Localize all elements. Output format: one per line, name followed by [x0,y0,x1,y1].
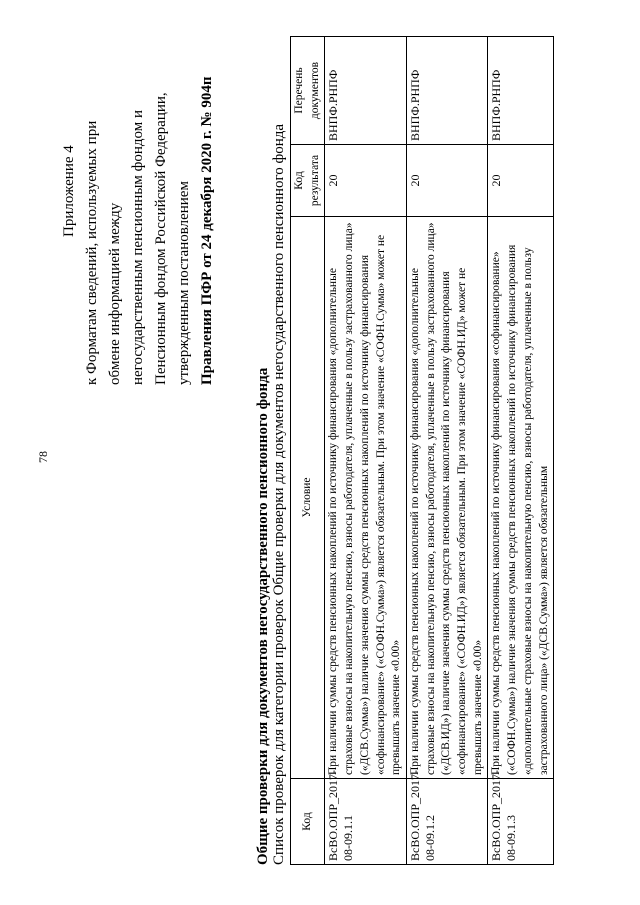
cell-condition: При наличии суммы средств пенсионных накоплений по источнику финансирования «дополнительные страховые взносы на накопительную пенсию, взносы работодателя, уплаченные в пользу застрахованного лица» («ДСВ.Сумма») наличие значения суммы средств пенсионных накоплений по источнику финансирования «софинансирование» («СОФН.Сумма») является обязательным. При этом значение «СОФН.Сумма» может не превышать значение «0.00» [325,217,407,779]
checks-table [290,36,554,865]
cell-result-code: 20 [406,145,488,217]
table-row [406,37,488,865]
appendix-block [58,5,219,385]
header-result-code: Код результата [291,145,325,217]
cell-result-code: 20 [325,145,407,217]
appendix-line: Приложение 4 [61,145,77,237]
cell-documents: ВНПФ.РНПФ [406,37,488,145]
cell-result-code: 20 [488,145,554,217]
section-subheading: Список проверок для категории проверок Общие проверки для документов негосударственного пенсионного фонда [271,123,287,865]
appendix-line: Пенсионным фондом Российской Федерации, [153,92,169,385]
header-code: Код [291,779,325,865]
appendix-line: негосударственным пенсионным фондом и [130,109,146,385]
table-row [488,37,554,865]
cell-code: ВсВО.ОПР_2017-08-09.1.1 [325,779,407,865]
header-documents: Перечень документов [291,37,325,145]
cell-code: ВсВО.ОПР_2017-08-09.1.3 [488,779,554,865]
cell-documents: ВНПФ.РНПФ [325,37,407,145]
table-row [325,37,407,865]
appendix-line: утвержденным постановлением [176,181,192,385]
cell-condition: При наличии суммы средств пенсионных накоплений по источнику финансирования «софинансирование» («СОФН.Сумма») наличие значения суммы средств пенсионных накоплений по источнику финансирования «дополнительные страховые взносы на накопительную пенсию, взносы работодателя, уплаченные в пользу застрахованного лица» («ДСВ.Сумма») является обязательным [488,217,554,779]
appendix-line: Правления ПФР от 24 декабря 2020 г. № 904п [199,76,215,385]
cell-documents: ВНПФ.РНПФ [488,37,554,145]
cell-code: ВсВО.ОПР_2017-08-09.1.2 [406,779,488,865]
header-condition: Условие [291,217,325,779]
table-header-row [291,37,325,865]
cell-condition: При наличии суммы средств пенсионных накоплений по источнику финансирования «дополнительные страховые взносы на накопительную пенсию, взносы работодателя, уплаченные в пользу застрахованного лица» («ДСВ.ИД») наличие значения суммы средств пенсионных накоплений по источнику финансирования «софинансирование» («СОФН.ИД») является обязательным. При этом значение «СОФН.ИД» может не превышать значение «0.00» [406,217,488,779]
appendix-line: к Форматам сведений, используемых при [84,120,100,385]
page-number: 78 [36,451,50,463]
section-heading: Общие проверки для документов негосударственного пенсионного фонда [255,367,271,865]
appendix-line: обмене информацией между [107,202,123,385]
